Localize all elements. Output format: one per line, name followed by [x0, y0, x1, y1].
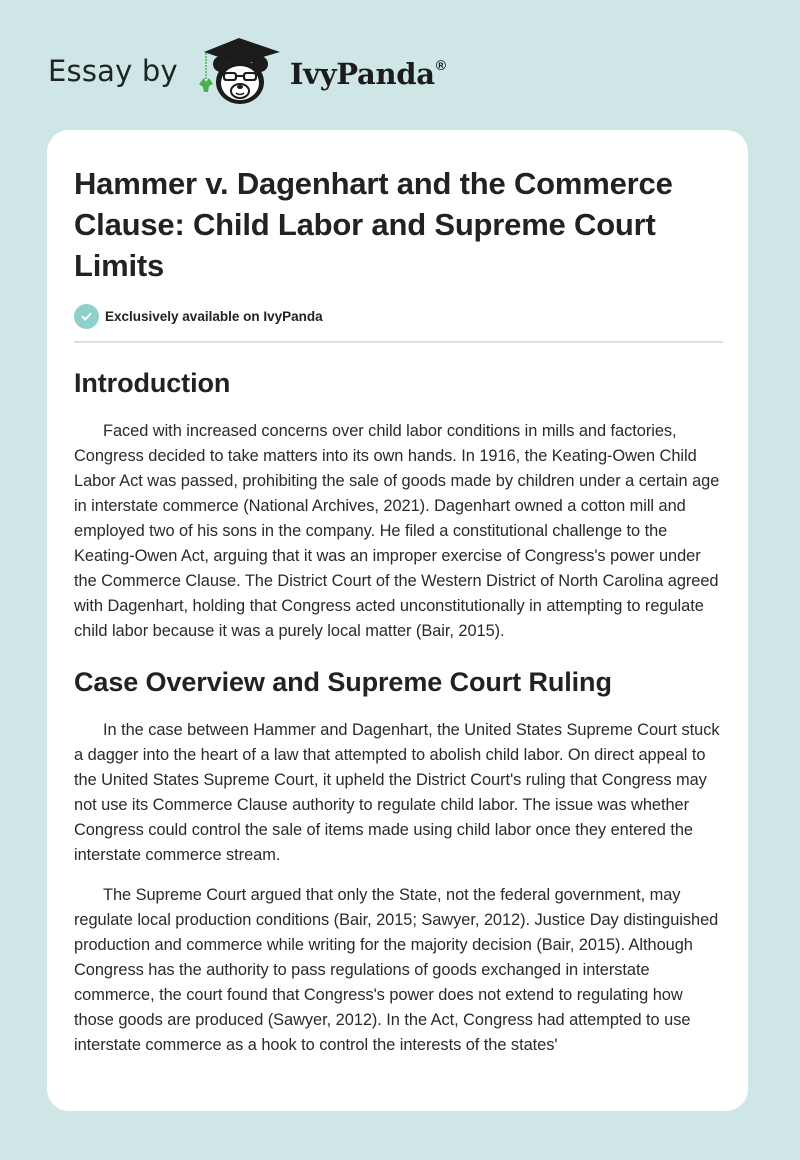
essay-card [47, 130, 748, 1111]
panda-graduate-logo-icon[interactable] [196, 36, 282, 108]
divider [74, 341, 723, 343]
site-header [48, 30, 446, 110]
essay-content [74, 130, 724, 1058]
essay-title: Hammer v. Dagenhart and the Commerce Clause: Child Labor and Supreme Court Limits [74, 166, 673, 283]
brand-name-text: IvyPanda [289, 57, 435, 91]
exclusive-badge [74, 303, 724, 329]
paragraph: In the case between Hammer and Dagenhart, the United States Supreme Court stuck a dagger into the heart of a law that attempted to abolish child labor. On direct appeal to the United States Supreme Court, it upheld the District Court's ruling that Congress may not use its Commerce Clause authority to regulate child labor. The issue was whether Congress could control the sale of items made using child labor once they entered the interstate commerce stream. [74, 721, 720, 864]
section-heading-introduction: Introduction [74, 368, 231, 398]
brand-name[interactable] [290, 57, 446, 91]
paragraph: The Supreme Court argued that only the State, not the federal government, may regulate local production conditions (Bair, 2015; Sawyer, 2012). Justice Day distinguished production and commerce while writing for the majority decision (Bair, 2015). Although Congress has the authority to pass regulations of goods exchanged in interstate commerce, the court found that Congress's power does not extend to regulating how those goods are produced (Sawyer, 2012). In the Act, Congress had attempted to use interstate commerce as a hook to control the interests of the states' [74, 886, 719, 1054]
exclusive-label: Exclusively available on IvyPanda [105, 308, 323, 324]
check-circle-icon [74, 304, 99, 329]
essay-by-label: Essay by [48, 54, 178, 88]
section-heading-case-overview: Case Overview and Supreme Court Ruling [74, 667, 612, 697]
paragraph: Faced with increased concerns over child labor conditions in mills and factories, Congress decided to take matters into its own hands. In 1916, the Keating-Owen Child Labor Act was passed, prohibiting the sale of goods made by children under a certain age in interstate commerce (National Archives, 2021). Dagenhart owned a cotton mill and employed two of his sons in the company. He filed a constitutional challenge to the Keating-Owen Act, arguing that it was an improper exercise of Congress's power under the Commerce Clause. The District Court of the Western District of North Carolina agreed with Dagenhart, holding that Congress acted unconstitutionally in attempting to regulate child labor because it was a purely local matter (Bair, 2015). [74, 422, 720, 640]
registered-mark: ® [435, 57, 446, 73]
